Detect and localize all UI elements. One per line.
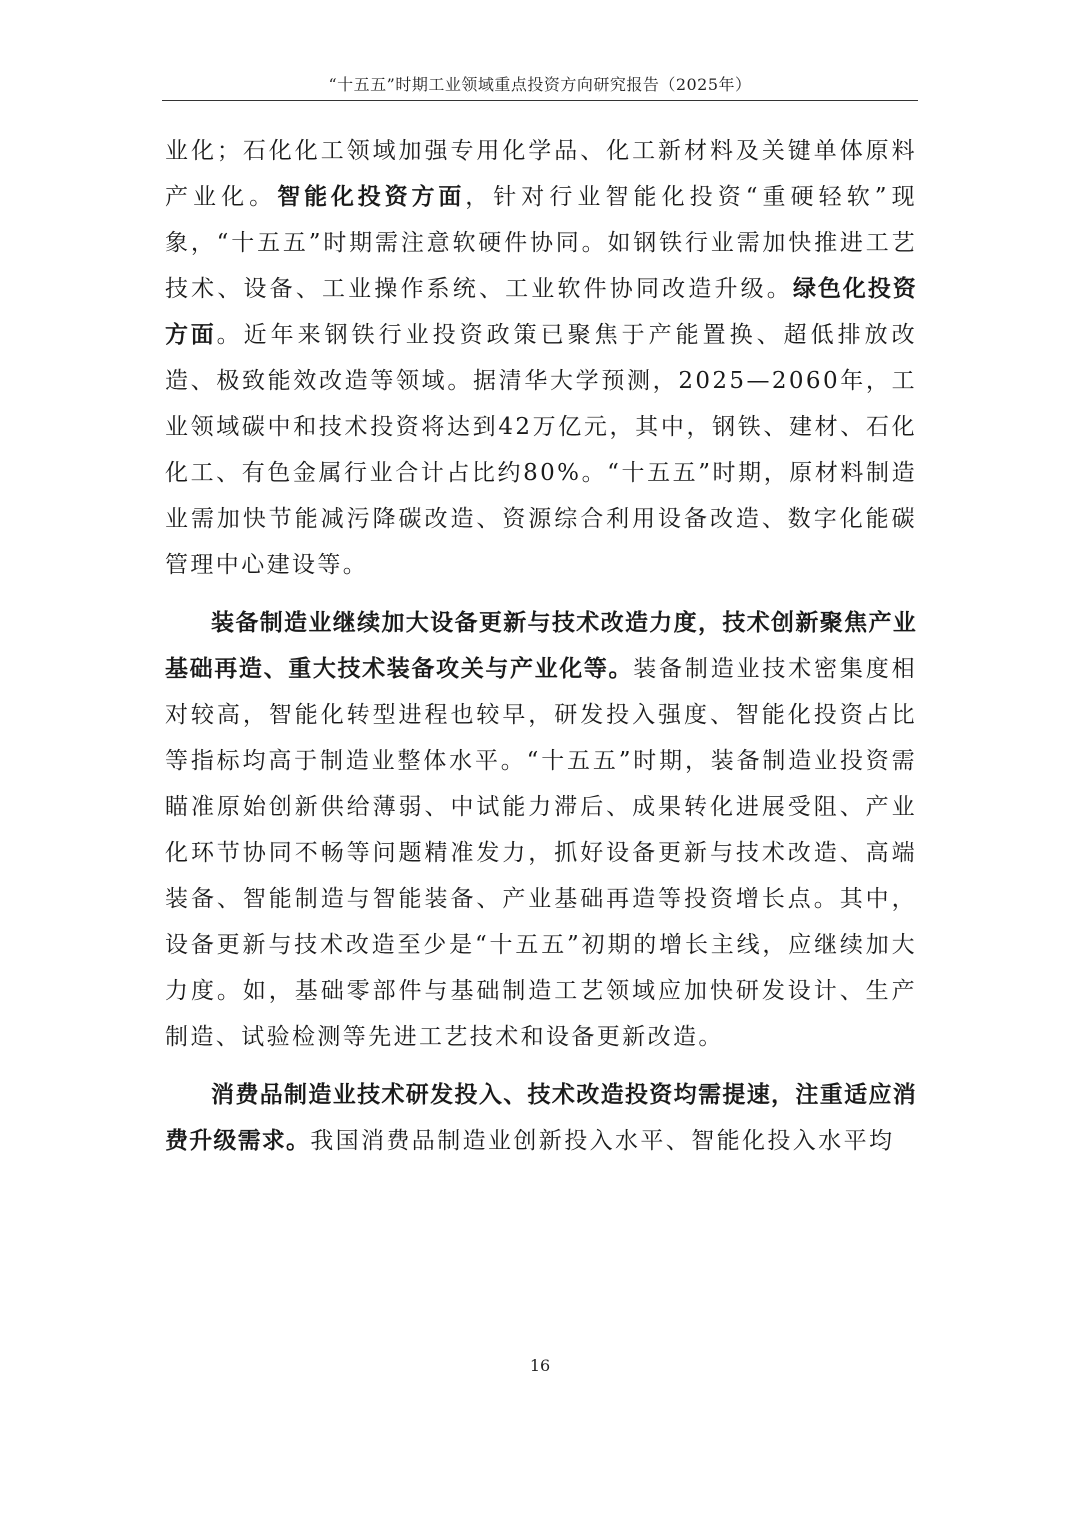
page-header: “十五五”时期工业领域重点投资方向研究报告（2025年） [162,74,918,101]
paragraph-equipment-manufacturing [165,600,917,1060]
paragraph-text: 。近年来钢铁行业投资政策已聚焦于产能置换、超低排放改造、极致能效改造等领域。据清华大学预测，2025—2060年，工业领域碳中和技术投资将达到42万亿元，其中，钢铁、建材、石化化工、有色金属行业合计占比约80%。“十五五”时期，原材料制造业需加快节能减污降碳改造、资源综合利用设备改造、数字化能碳管理中心建设等。 [165,322,917,578]
paragraph-text: 业化；石化化工领域加强专用化学品、化工新材料及关键单体原料产业化。 [165,138,917,210]
document-body [165,128,917,1164]
paragraph-text: 装备制造业技术密集度相对较高，智能化转型进程也较早，研发投入强度、智能化投资占比等指标均高于制造业整体水平。“十五五”时期，装备制造业投资需瞄准原始创新供给薄弱、中试能力滞后、成果转化进展受阻、产业化环节协同不畅等问题精准发力，抓好设备更新与技术改造、高端装备、智能制造与智能装备、产业基础再造等投资增长点。其中，设备更新与技术改造至少是“十五五”初期的增长主线，应继续加大力度。如，基础零部件与基础制造工艺领域应加快研发设计、生产制造、试验检测等先进工艺技术和设备更新改造。 [165,656,917,1050]
bold-heading-intelligent-investment: 智能化投资方面 [277,184,466,210]
bold-heading-equipment-manufacturing: 装备制造业继续加大设备更新与技术改造力度，技术创新聚焦产业基础再造、重大技术装备攻关与产业化等。 [165,610,917,682]
paragraph-consumer-goods [165,1072,917,1164]
page-number: 16 [529,1356,551,1375]
paragraph-raw-materials [165,128,917,588]
paragraph-text: ，针对行业智能化投资“重硬轻软”现象，“十五五”时期需注意软硬件协同。如钢铁行业需加快推进工艺技术、设备、工业操作系统、工业软件协同改造升级。 [165,184,917,302]
bold-heading-consumer-goods: 消费品制造业技术研发投入、技术改造投资均需提速，注重适应消费升级需求。 [165,1082,917,1154]
paragraph-text: 我国消费品制造业创新投入水平、智能化投入水平均 [310,1128,895,1154]
bold-heading-green-investment: 绿色化投资方面 [165,276,917,348]
